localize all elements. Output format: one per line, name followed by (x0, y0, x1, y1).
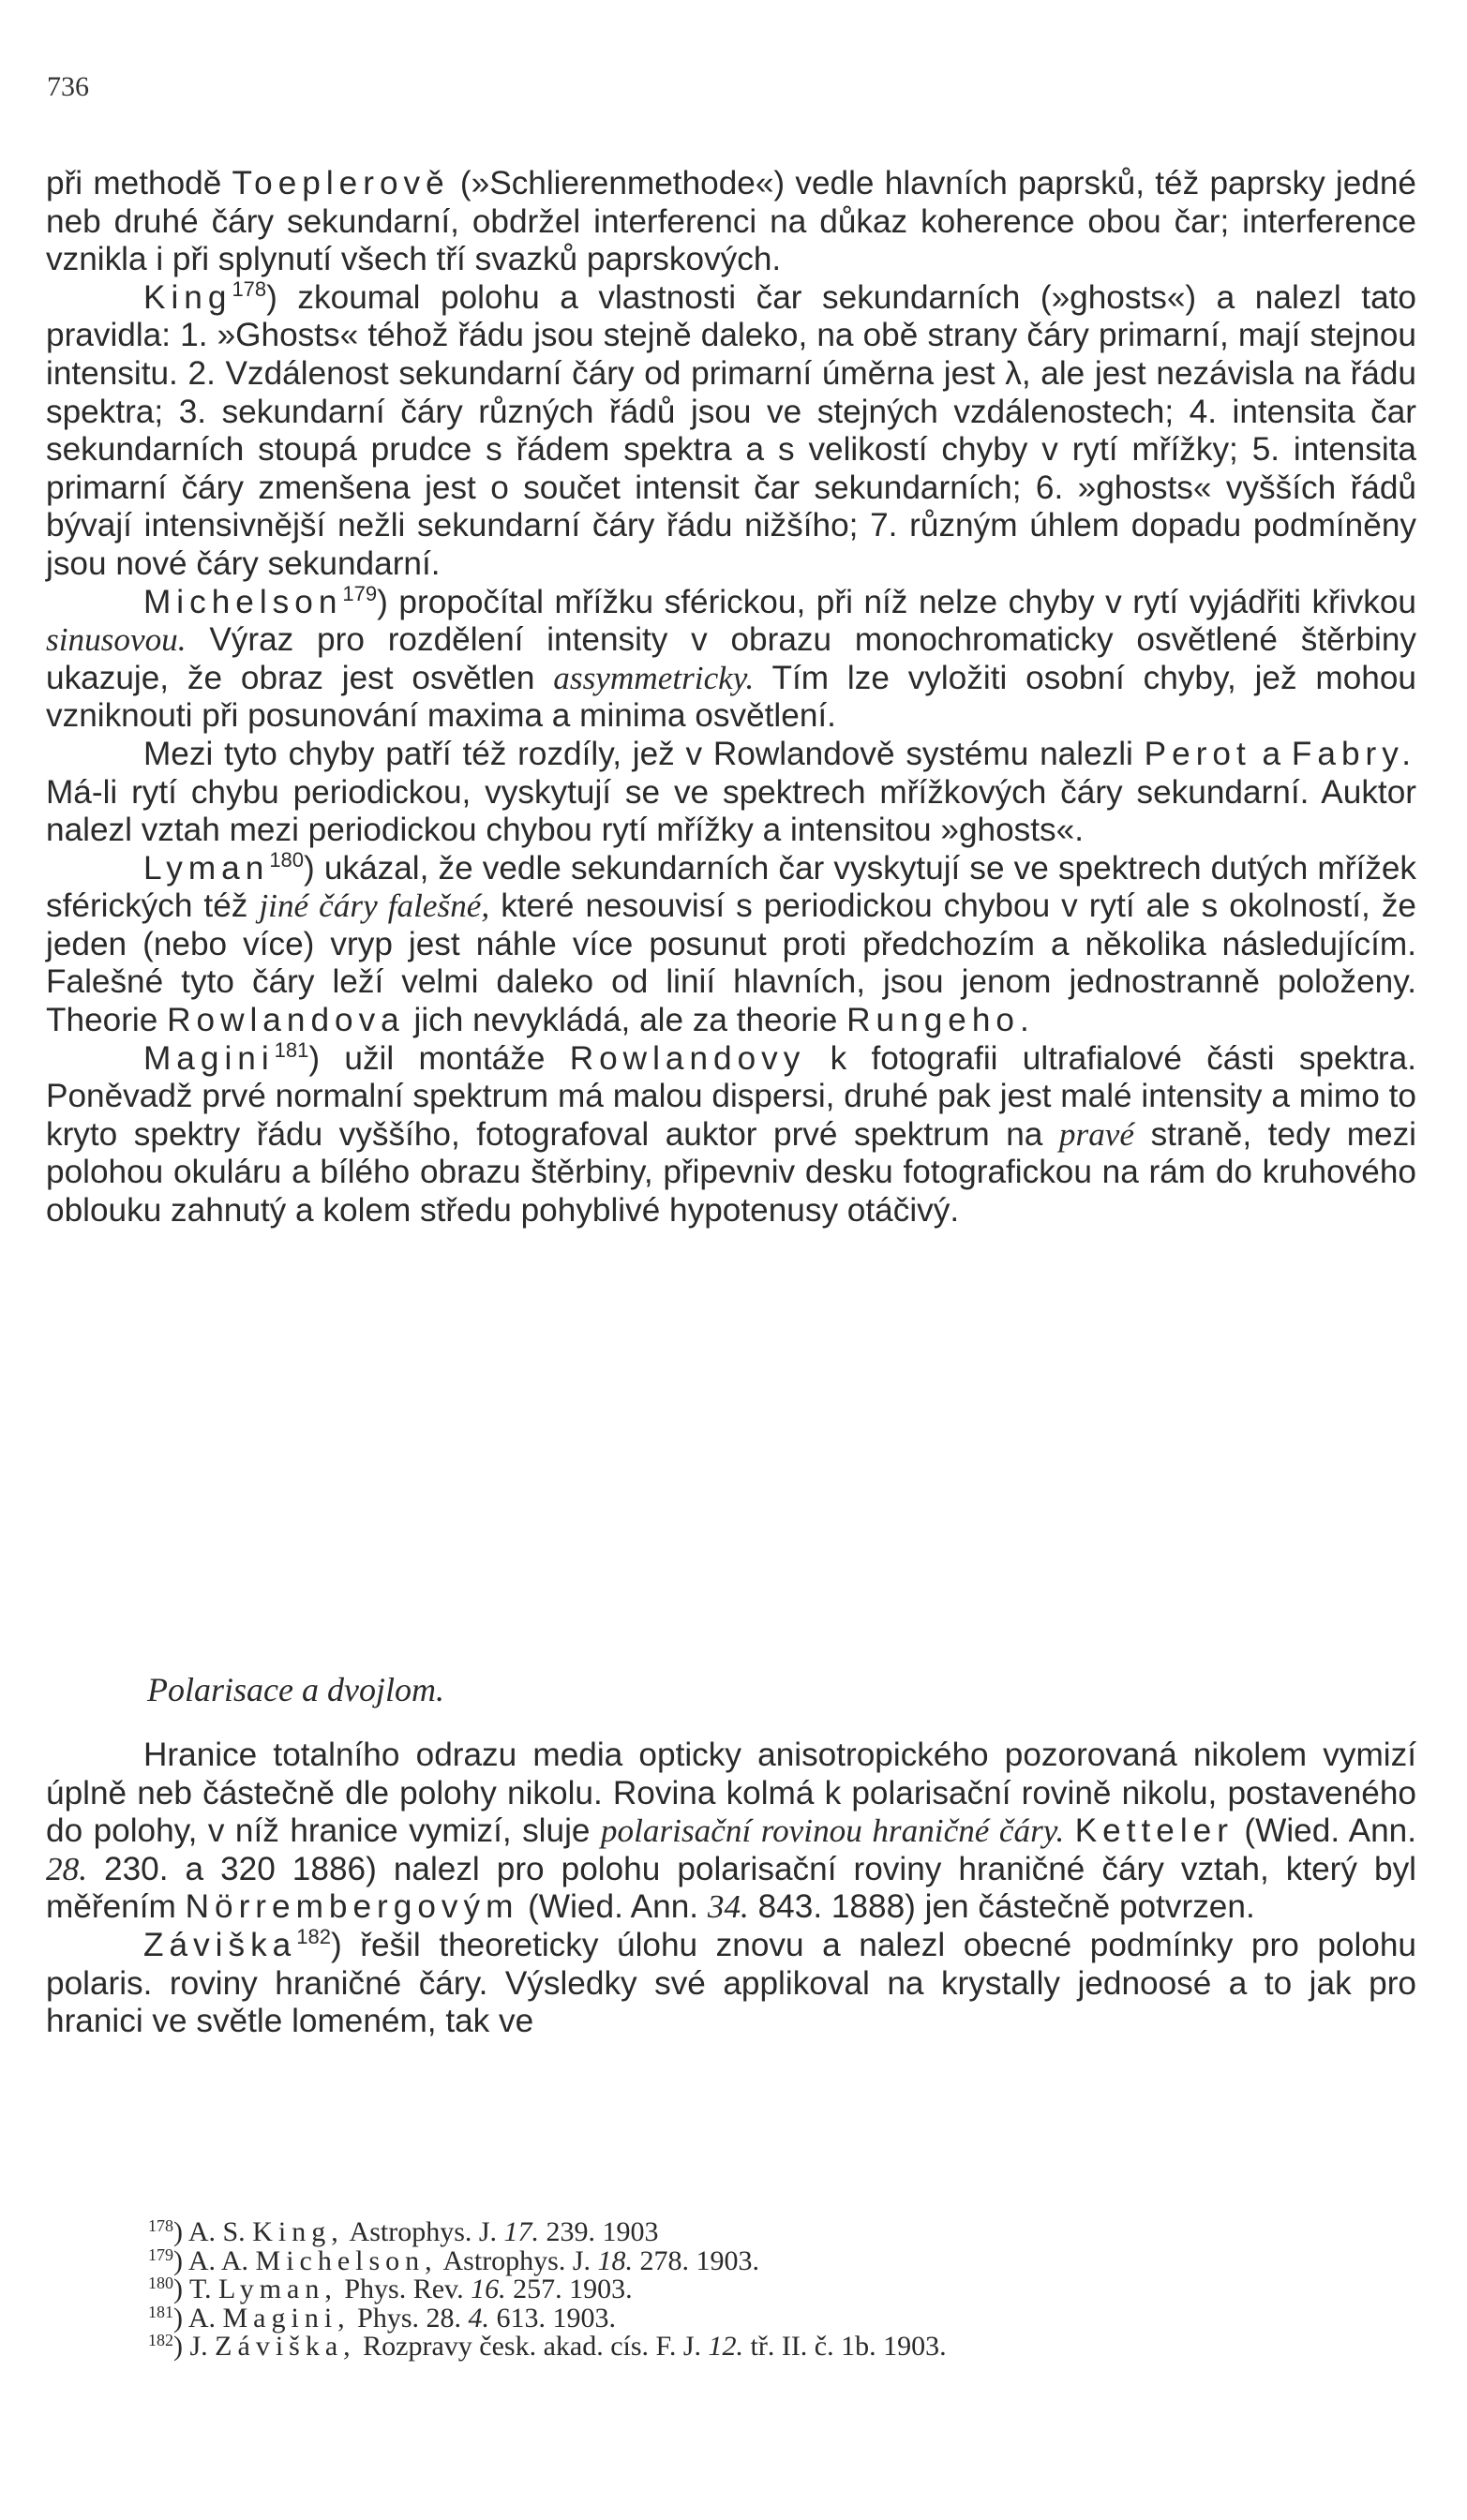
author-name: Lyman (143, 849, 270, 887)
footnote (148, 2275, 1367, 2304)
text-run: ) T. (173, 2274, 219, 2304)
text-run: k fotografii ultrafialové části spektra. Poněvadž prvé normalní spektrum má malou dispersi, druhé pak jest malé intensity a mimo to kryto spektry řádu vyššího, fotografoval auktor prvé spektrum na (46, 1039, 1416, 1153)
author-name: Magini (143, 1039, 275, 1077)
footnote-ref[interactable]: 181 (274, 1037, 309, 1062)
text-run: ) A. S. (173, 2216, 253, 2247)
author-name: Fabry. (1291, 735, 1417, 772)
italic-term: polarisační rovinou hraničné čáry. (600, 1812, 1065, 1850)
footnote-number: 178 (148, 2216, 173, 2235)
footnote-ref[interactable]: 179 (342, 581, 378, 605)
text-run: (Wied. Ann. (1233, 1812, 1416, 1850)
text-run: straně, tedy mezi polohou okuláru a bílého obrazu štěrbiny, připevniv desku fotografickou na rám do kruhového oblouku zahnutý a kolem středu pohyblivé hypotenusy otáčivý. (46, 1115, 1416, 1230)
text-run: ) užil montáže (308, 1039, 570, 1077)
text-run: Phys. 28. (350, 2302, 469, 2334)
footnote-ref[interactable]: 178 (232, 276, 267, 301)
text-run: 230. a 320 1886) nalezl pro polohu polarisační roviny hraničné čáry vztah, který byl měřením (46, 1850, 1416, 1926)
text-run: které nesouvisí s periodickou chybou v rytí ale s okolností, že jeden (nebo více) vryp jest náhle více posunut proti předchozím a několika následujícím. Falešné tyto čáry leží velmi daleko od linií hlavních, jsou jenom jednostranně položeny. Theorie (46, 887, 1416, 1039)
text-run: 257. 1903. (505, 2274, 633, 2304)
volume-number: 16. (471, 2274, 506, 2304)
section-heading: Polarisace a dvojlom. (147, 1671, 444, 1708)
author-name: King (143, 278, 232, 316)
paragraph-hranice (46, 1737, 1416, 1927)
text-run: Mezi tyto chyby patří též rozdíly, jež v Rowlandově systému nalezli (143, 735, 1145, 772)
text-run: Rozpravy česk. akad. cís. F. J. (355, 2331, 709, 2362)
text-run: Hranice totalního odrazu media opticky anisotropického pozorovaná nikolem vymizí úplně neb částečně dle polohy nikolu. Rovina kolmá k polarisační rovině nikolu, postaveného do polohy, v níž hranice vymizí, sluje (46, 1737, 1416, 1850)
text-run: Výraz pro rozdělení intensity v obrazu monochromaticky osvětlené štěrbiny ukazuje, že obraz jest osvětlen (46, 621, 1416, 696)
author-name: Ketteler (1074, 1812, 1234, 1850)
text-run: (»Schlierenmethode«) vedle hlavních paprsků, též paprsky jedné neb druhé čáry sekundarní, obdržel interferenci na důkaz koherence obou čar; interference vznikla i při splynutí všech tří svazků paprskových. (46, 165, 1417, 278)
text-run: při methodě (46, 165, 232, 201)
text-run: Astrophys. J. (437, 2244, 598, 2276)
author-name: Záviška, (215, 2331, 356, 2362)
text-run: ) řešil theoreticky úlohu znovu a nalezl obecné podmínky pro polohu polaris. roviny hraničné čáry. Výsledky své applikoval na krystally jednoosé a to jak pro hranici ve světle lomeném, tak ve (46, 1926, 1416, 2040)
author-name: Lyman, (218, 2274, 337, 2304)
text-run: 239. 1903 (539, 2216, 659, 2247)
italic-term: assymmetricky. (553, 659, 755, 696)
volume-number: 18. (597, 2244, 634, 2276)
main-text (46, 165, 1416, 1230)
main-text-continued (46, 1737, 1416, 2041)
italic-term: sinusovou. (46, 621, 187, 659)
author-name: Toeplerově (232, 165, 450, 201)
author-name: Rowlandova (167, 1002, 405, 1039)
paragraph-magini (46, 1037, 1416, 1230)
footnotes (148, 2218, 1367, 2362)
author-name: Magini, (222, 2302, 351, 2334)
author-name: King, (252, 2216, 344, 2247)
author-name: Záviška (143, 1926, 297, 1963)
paragraph-perot-fabry (46, 736, 1416, 850)
author-name: Nörrembergovým (185, 1888, 519, 1926)
paragraph-toepler (46, 165, 1416, 279)
footnote-number: 179 (148, 2244, 173, 2264)
paragraph-lyman (46, 847, 1416, 1040)
footnote-number: 181 (148, 2302, 173, 2321)
text-run: (Wied. Ann. (518, 1888, 708, 1926)
volume-number: 34. (707, 1888, 749, 1926)
paragraph-zaviska (46, 1924, 1416, 2041)
footnote-number: 180 (148, 2274, 173, 2292)
text-run: 613. 1903. (489, 2302, 617, 2334)
text-run: ) ukázal, že vedle sekundarních čar vyskytují se ve spektrech dutých mřížek sférických též (46, 849, 1416, 925)
author-name: Rungeho. (846, 1002, 1035, 1039)
text-run: ) A. (173, 2302, 223, 2334)
text-run: 843. 1888) jen částečně potvrzen. (748, 1888, 1255, 1926)
text-run: a (1250, 735, 1292, 772)
volume-number: 4. (468, 2302, 490, 2334)
text-run: ) zkoumal polohu a vlastnosti čar sekundarních (»ghosts«) a nalezl tato pravidla: 1. »Ghosts« téhož řádu jsou stejně daleko, na obě strany čáry primarní, mají stejnou intensitu. 2. Vzdálenost sekundarní čáry od primarní úměrna jest λ, ale jest nezávisla na řádu spektra; 3. sekundarní čáry různých řádů jsou ve stejných vzdálenostech; 4. intensita čar sekundarních stoupá prudce s řádem spektra a s velikostí chyby v rytí mřížky; 5. intensita primarní čáry zmenšena jest o součet intensit čar sekundarních; 6. »ghosts« vyšších řádů bývají intensivnější nežli sekundarní čáry řádu nižšího; 7. různým úhlem dopadu podmíněny jsou nové čáry sekundarní. (46, 278, 1416, 582)
volume-number: 12. (708, 2331, 743, 2362)
text-run: ) J. (173, 2331, 216, 2362)
text-run: tř. II. č. 1b. 1903. (743, 2331, 947, 2362)
page-number: 736 (47, 71, 89, 102)
author-name: Michelson, (255, 2244, 438, 2276)
text-run: Astrophys. J. (343, 2216, 504, 2247)
author-name: Michelson (143, 583, 343, 620)
italic-term: jiné čáry falešné, (259, 887, 490, 925)
text-run: Tím lze vyložiti osobní chyby, jež mohou vzniknouti při posunování maxima a minima osvětlení. (46, 659, 1416, 735)
text-run: Má-li rytí chybu periodickou, vyskytují se ve spektrech mřížkových čáry sekundarní. Auktor nalezl vztah mezi periodickou chybou rytí mřížky a intensitou »ghosts«. (46, 773, 1416, 849)
text-run: jich nevykládá, ale za theorie (404, 1002, 847, 1039)
footnote (148, 2244, 1367, 2276)
author-name: Perot (1144, 735, 1251, 772)
volume-number: 17. (503, 2216, 540, 2247)
paragraph-michelson (46, 581, 1416, 736)
paragraph-king (46, 276, 1416, 584)
footnote-number: 182 (148, 2331, 173, 2349)
text-run: 278. 1903. (633, 2244, 760, 2276)
text-run: ) propočítal mřížku sférickou, při níž nelze chyby v rytí vyjádřiti křivkou (377, 583, 1416, 620)
italic-term: pravé (1058, 1115, 1135, 1153)
footnote (148, 2218, 1367, 2247)
text-run: ) A. A. (173, 2244, 256, 2276)
footnote-ref[interactable]: 182 (296, 1924, 331, 1948)
footnote (148, 2304, 1367, 2334)
volume-number: 28. (46, 1850, 87, 1887)
footnote-ref[interactable]: 180 (269, 847, 305, 872)
footnote (148, 2333, 1367, 2362)
author-name: Rowlandovy (569, 1039, 806, 1077)
text-run: Phys. Rev. (337, 2274, 472, 2304)
